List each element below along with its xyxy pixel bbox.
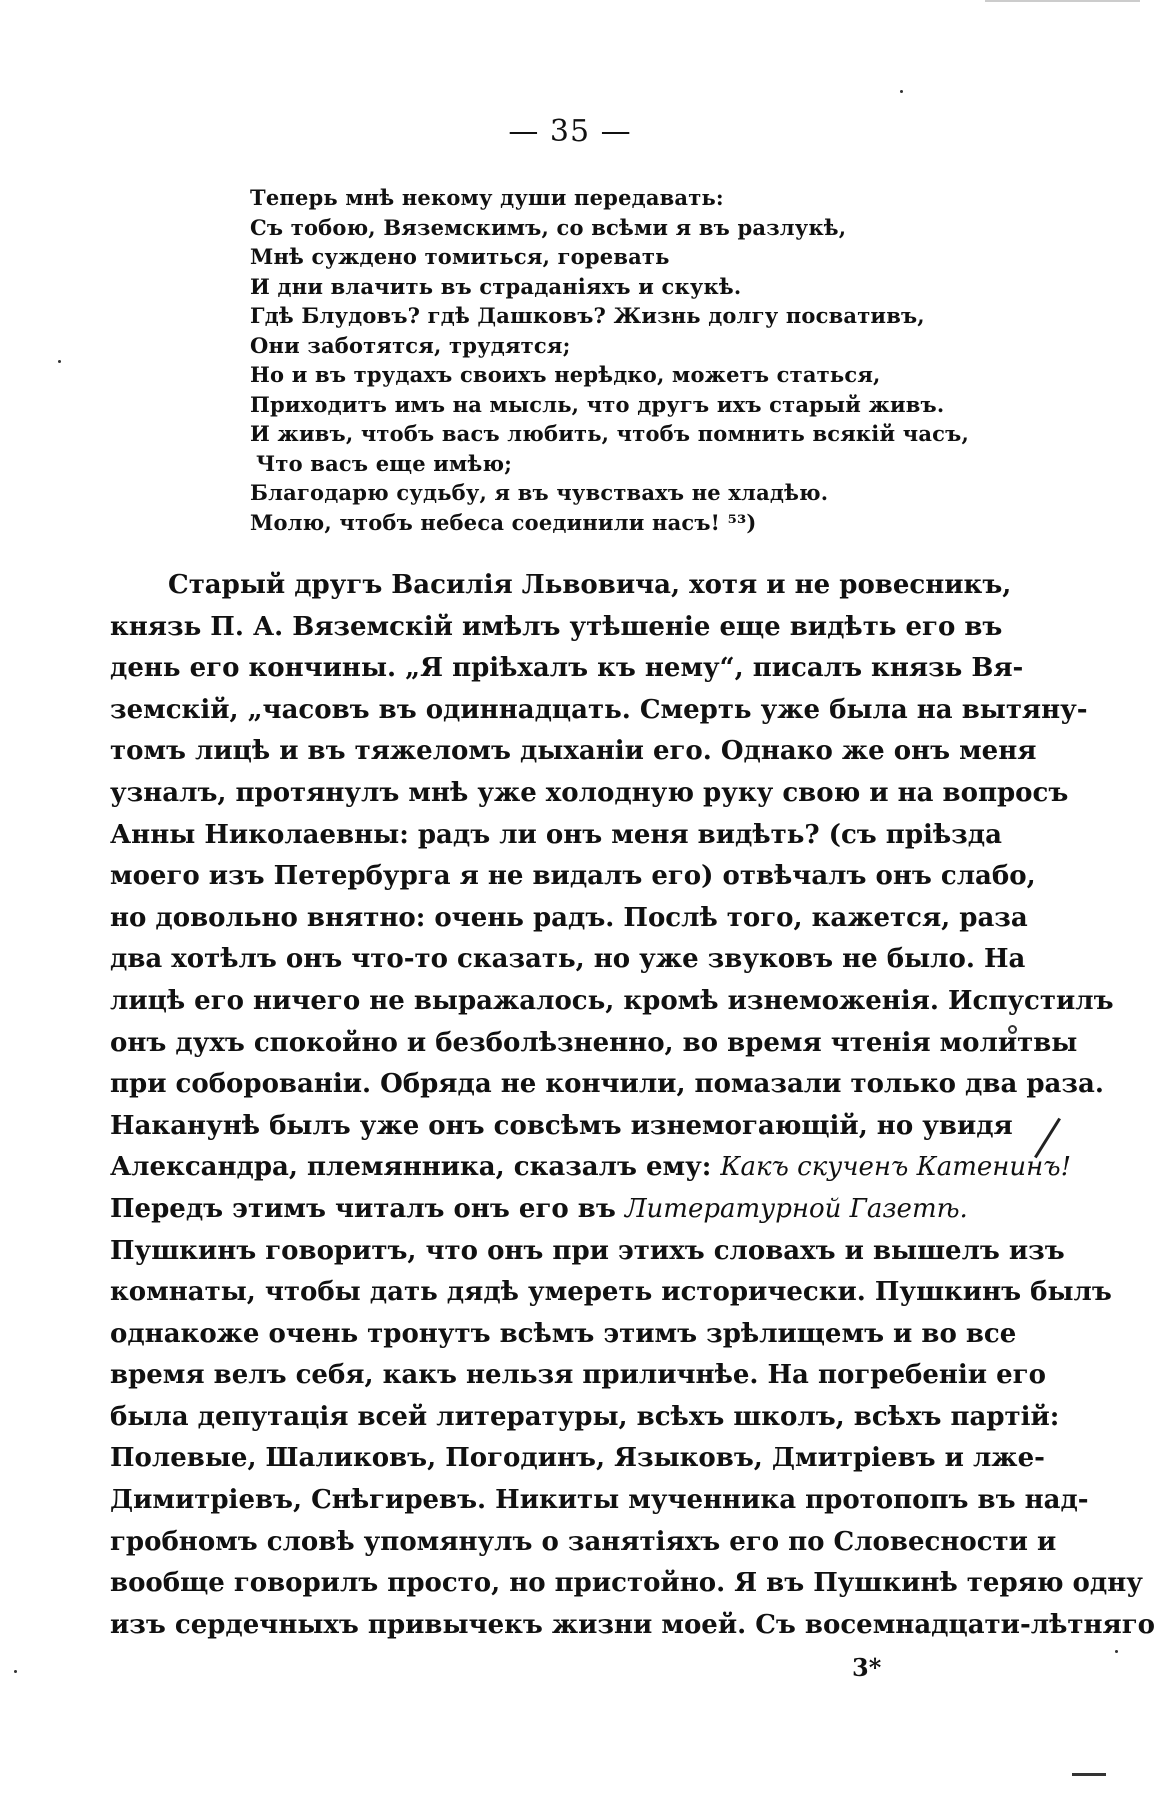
scan-edge-line <box>985 0 1140 2</box>
prose-line: узналъ, протянулъ мнѣ уже холодную руку свою и на вопросъ <box>110 777 1069 808</box>
prose-line-with-title <box>110 1189 968 1231</box>
prose-line: моего изъ Петербурга я не видалъ его) отвѣчалъ онъ слабо, <box>110 861 1036 892</box>
prose-line: онъ духъ спокойно и безболѣзненно, во время чтенія молитвы <box>110 1027 1078 1058</box>
italic-quote: Какъ скученъ Катенинъ! <box>720 1152 1072 1183</box>
poem-line: Гдѣ Блудовъ? гдѣ Дашковъ? Жизнь долгу посвативъ, <box>250 303 925 328</box>
scan-edge-dash <box>1072 1773 1106 1776</box>
prose-line: лицѣ его ничего не выражалось, кромѣ изнеможенія. Испустилъ <box>110 985 1114 1016</box>
poem-line: Молю, чтобъ небеса соединили насъ! ⁵³) <box>250 509 757 535</box>
poem-line: Они заботятся, трудятся; <box>250 332 571 358</box>
scan-speck <box>900 90 903 93</box>
prose-line: вообще говорилъ просто, но пристойно. Я въ Пушкинѣ теряю одну <box>110 1568 1143 1599</box>
prose-line: была депутація всей литературы, всѣхъ школъ, всѣхъ партій: <box>110 1401 1060 1432</box>
prose-line: два хотѣлъ онъ что-то сказать, но уже звуковъ не было. На <box>110 944 1026 975</box>
prose-line: томъ лицѣ и въ тяжеломъ дыханіи его. Однако же онъ меня <box>110 736 1037 767</box>
prose-line: земскій, „часовъ въ одиннадцать. Смерть уже была на вытяну- <box>110 694 1088 725</box>
prose-line: Пушкинъ говоритъ, что онъ при этихъ словахъ и вышелъ изъ <box>110 1235 1065 1266</box>
prose-line: Полевые, Шаликовъ, Погодинъ, Языковъ, Дмитріевъ и лже- <box>110 1443 1045 1474</box>
prose-line: Наканунѣ былъ уже онъ совсѣмъ изнемогающій, но увидя <box>110 1110 1013 1141</box>
prose-line: Анны Николаевны: радъ ли онъ меня видѣть? (съ пріѣзда <box>110 819 1002 850</box>
prose-line: день его кончины. „Я пріѣхалъ къ нему“, писалъ князь Вя- <box>110 653 1024 684</box>
poem-line: И дни влачить въ страданіяхъ и скукѣ. <box>250 273 742 299</box>
prose-text: Александра, племянника, сказалъ ему: <box>110 1152 721 1183</box>
prose-line: комнаты, чтобы дать дядѣ умереть исторически. Пушкинъ былъ <box>110 1277 1112 1308</box>
prose-line: но довольно внятно: очень радъ. Послѣ того, кажется, раза <box>110 902 1028 933</box>
prose-line-with-quote <box>110 1147 1072 1189</box>
prose-line: изъ сердечныхъ привычекъ жизни моей. Съ восемнадцати-лѣтняго <box>110 1609 1155 1640</box>
prose-block <box>110 565 1155 1646</box>
page-number: — 35 — <box>508 114 632 149</box>
poem-line: Съ тобою, Вяземскимъ, со всѣми я въ разлукѣ, <box>250 214 847 240</box>
prose-line: Старый другъ Василія Львовича, хотя и не ровесникъ, <box>168 570 1012 600</box>
poem-line: Что васъ еще имѣю; <box>256 450 513 476</box>
prose-line: Димитріевъ, Снѣгиревъ. Никиты мученника протопопъ въ над- <box>110 1485 1089 1516</box>
scan-speck <box>1115 1650 1118 1653</box>
italic-title: Литературной Газетѣ. <box>624 1193 968 1224</box>
scan-speck <box>58 360 61 363</box>
scan-speck <box>1008 1025 1017 1034</box>
signature-mark: 3* <box>852 1653 882 1682</box>
poem-block <box>250 183 970 537</box>
poem-line: Благодарю судьбу, я въ чувствахъ не хладѣю. <box>250 480 829 505</box>
scan-speck <box>14 1670 17 1673</box>
poem-line: Приходитъ имъ на мысль, что другъ ихъ старый живъ. <box>250 391 945 417</box>
prose-line: при соборованіи. Обряда не кончили, помазали только два раза. <box>110 1069 1104 1100</box>
prose-line: время велъ себя, какъ нельзя приличнѣе. На погребеніи его <box>110 1360 1046 1391</box>
prose-text: Передъ этимъ читалъ онъ его въ <box>110 1193 625 1224</box>
prose-line: однакоже очень тронутъ всѣмъ этимъ зрѣлищемъ и во все <box>110 1318 1017 1349</box>
poem-line: Но и въ трудахъ своихъ нерѣдко, можетъ статься, <box>250 362 881 387</box>
poem-line: Мнѣ суждено томиться, горевать <box>250 244 670 269</box>
poem-line: Теперь мнѣ некому души передавать: <box>250 185 724 210</box>
prose-line: князь П. А. Вяземскій имѣлъ утѣшеніе еще видѣть его въ <box>110 611 1003 642</box>
prose-line: гробномъ словѣ упомянулъ о занятіяхъ его по Словесности и <box>110 1526 1057 1557</box>
poem-line: И живъ, чтобъ васъ любить, чтобъ помнить всякій часъ, <box>250 421 969 446</box>
